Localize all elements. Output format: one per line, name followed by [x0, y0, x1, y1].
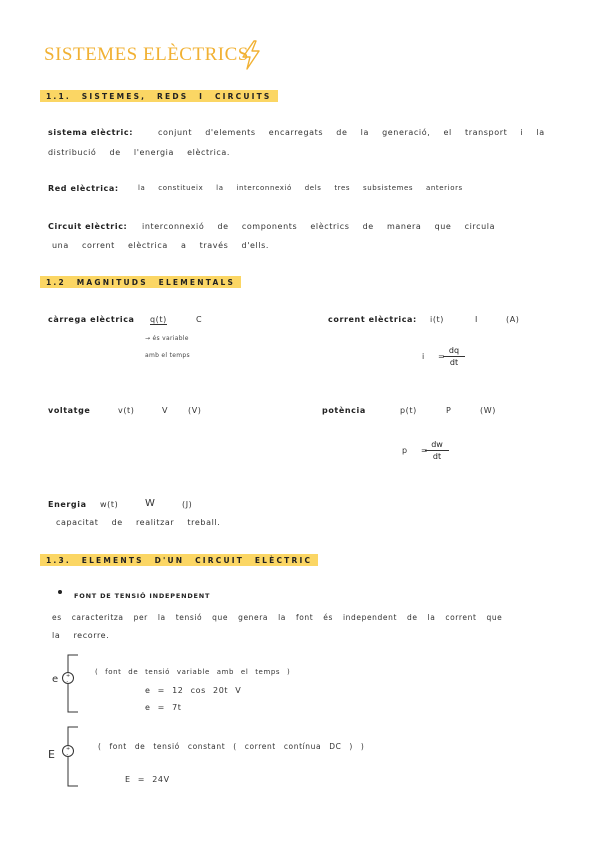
- source-1-equation-1: e = 12 cos 20t V: [145, 686, 242, 695]
- bullet-icon: [58, 590, 62, 594]
- svg-text:-: -: [66, 752, 69, 758]
- carrega-note-1: → és variable: [145, 335, 189, 342]
- element-description-line-2: la recorre.: [52, 631, 110, 640]
- section-heading-1-2: 1.2 MAGNITUDS ELEMENTALS: [40, 276, 241, 288]
- potencia-letter: P: [446, 406, 452, 415]
- voltage-source-symbol-1: [60, 652, 86, 716]
- element-description-line-1: es caracteritza per la tensió que genera la font és independent de la corrent que: [52, 613, 503, 622]
- voltatge-label: voltatge: [48, 406, 91, 415]
- fraction-bar: [425, 450, 449, 451]
- carrega-unit: C: [196, 315, 203, 324]
- voltatge-letter: V: [162, 406, 169, 415]
- carrega-label: càrrega elèctrica: [48, 315, 135, 324]
- corrent-formula-numerator: dq: [448, 346, 460, 355]
- potencia-formula-fraction: [425, 440, 449, 461]
- svg-text:+: +: [66, 746, 71, 752]
- def-circuit-term: Circuit elèctric:: [48, 222, 128, 231]
- energia-symbol: w(t): [100, 500, 119, 509]
- potencia-label: potència: [322, 406, 366, 415]
- carrega-symbol: q(t): [150, 315, 167, 324]
- source-2-note: ( font de tensió constant ( corrent contínua DC ) ): [98, 742, 365, 751]
- voltatge-symbol: v(t): [118, 406, 135, 415]
- corrent-formula-fraction: [443, 346, 465, 367]
- page-title: SISTEMES ELÈCTRICS: [44, 44, 249, 65]
- source-1-note: ( font de tensió variable amb el temps ): [95, 668, 291, 676]
- def-red-term: Red elèctrica:: [48, 184, 119, 193]
- section-heading-1-1: 1.1. SISTEMES, REDS I CIRCUITS: [40, 90, 278, 102]
- potencia-unit: (W): [480, 406, 496, 415]
- source-1-label: e: [52, 674, 59, 685]
- energia-label: Energia: [48, 500, 87, 509]
- corrent-label: corrent elèctrica:: [328, 315, 417, 324]
- def-sistema-line-1: conjunt d'elements encarregats de la generació, el transport i la: [158, 128, 545, 137]
- corrent-formula-lhs: i =: [422, 352, 446, 361]
- lightning-bolt-icon: [240, 40, 262, 70]
- potencia-formula-lhs: p =: [402, 446, 429, 455]
- carrega-note-2: amb el temps: [145, 352, 190, 359]
- voltage-source-symbol-2: [60, 724, 86, 790]
- voltatge-unit: (V): [188, 406, 202, 415]
- corrent-formula-denominator: dt: [449, 358, 459, 367]
- corrent-symbol: i(t): [430, 315, 445, 324]
- def-sistema-line-2: distribució de l'energia elèctrica.: [48, 148, 231, 157]
- corrent-unit: (A): [506, 315, 520, 324]
- svg-text:+: +: [66, 673, 71, 679]
- def-circuit-line-1: interconnexió de components elèctrics de manera que circula: [142, 222, 496, 231]
- def-circuit-line-2: una corrent elèctrica a través d'ells.: [52, 241, 270, 250]
- bullet-title: FONT DE TENSIÓ INDEPENDENT: [74, 592, 211, 600]
- section-heading-1-3: 1.3. ELEMENTS D'UN CIRCUIT ELÈCTRIC: [40, 554, 318, 566]
- source-2-equation: E = 24V: [125, 775, 170, 784]
- potencia-formula-denominator: dt: [432, 452, 442, 461]
- svg-text:-: -: [66, 679, 69, 685]
- potencia-symbol: p(t): [400, 406, 417, 415]
- def-red-text: la constitueix la interconnexió dels tres subsistemes anteriors: [138, 184, 463, 192]
- fraction-bar: [443, 356, 465, 357]
- energia-letter: W: [145, 498, 156, 509]
- potencia-formula-numerator: dw: [431, 440, 443, 449]
- def-sistema-term: sistema elèctric:: [48, 128, 134, 137]
- source-1-equation-2: e = 7t: [145, 703, 182, 712]
- corrent-letter: I: [475, 315, 478, 324]
- source-2-label: E: [48, 748, 56, 761]
- energia-description: capacitat de realitzar treball.: [56, 518, 221, 527]
- energia-unit: (J): [182, 500, 193, 509]
